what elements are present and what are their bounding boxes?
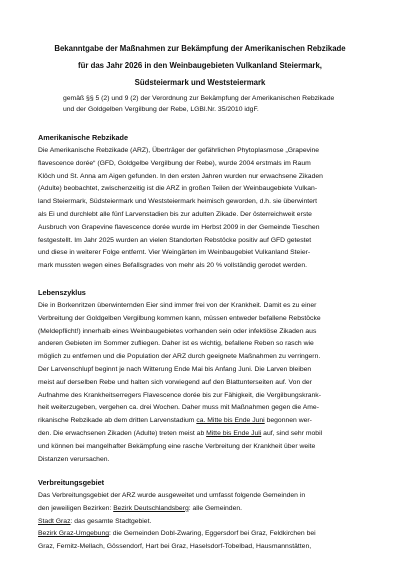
- legal-basis-line: und der Goldgelben Vergilbung der Rebe, LGBl.Nr. 35/2010 idgF.: [63, 106, 259, 113]
- document-title: [20, 40, 380, 91]
- body-line: [38, 528, 368, 541]
- body-line: Graz, Fernitz-Mellach, Gössendorf, Hart bei Graz, Haselsdorf-Tobelbad, Hausmannstätten,: [38, 543, 312, 551]
- body-line: Distanzen verursachen.: [38, 455, 110, 463]
- section-body-verbreitungsgebiet: [38, 490, 368, 554]
- section-body-lebenszyklus: [38, 300, 368, 466]
- body-line: als Ei und durchlebt alle fünf Larvenstadien bis zur adulten Zikade. Der österreichweit erste: [38, 210, 312, 218]
- body-line: [38, 428, 368, 441]
- body-line: Klöch und St. Anna am Aigen gefunden. In den ersten Jahren wurden nur erwachsene Zikaden: [38, 172, 323, 180]
- body-line: möglich zu entfernen und die Population der ARZ durch geeignete Maßnahmen zu verringern.: [38, 353, 321, 361]
- body-line: Das Verbreitungsgebiet der ARZ wurde ausgeweitet und umfasst folgende Gemeinden in: [38, 492, 306, 499]
- text-run: den jeweiligen Bezirken:: [38, 504, 114, 512]
- district-name: Bezirk Graz-Umgebung: [38, 530, 110, 538]
- body-line: mark mussten wegen eines Befallsgrades von mehr als 20 % vollständig gerodet werden.: [38, 262, 307, 270]
- underlined-period: Mitte bis Ende Juli: [206, 429, 262, 437]
- text-run: auf, sind sehr mobil: [261, 429, 323, 437]
- district-name: Bezirk Deutschlandsberg: [113, 504, 189, 512]
- text-run: den. Die erwachsenen Zikaden (Adulte) treten meist ab: [38, 429, 207, 437]
- body-line: flavescence dorée“ (GFD, Goldgelbe Vergilbung der Rebe), wurde 2004 erstmals im Raum: [38, 159, 311, 167]
- title-line: für das Jahr 2026 in den Weinbaugebieten Vulkanland Steiermark,: [78, 61, 322, 70]
- body-line: Die Amerikanische Rebzikade (ARZ), Überträger der gefährlichen Phytoplasmose „Grapevine: [38, 147, 320, 154]
- body-line: (Meldepflicht!) innerhalb eines Weinbaugebietes vorhanden sein oder infektiöse Zikaden aus: [38, 327, 317, 335]
- body-line: (Adulte) beobachtet, zwischenzeitig ist die ARZ in großen Teilen der Weinbaugebiete Vulkan-: [38, 185, 318, 193]
- section-heading-verbreitungsgebiet: Verbreitungsgebiet: [38, 478, 105, 487]
- body-line: Die in Borkenritzen überwinternden Eier sind immer frei von der Krankheit. Damit es zu einer: [38, 302, 317, 309]
- body-line: und diese in weiterer Folge entfernt. Vier Weingärten im Weinbaugebiet Vulkanland Steier-: [38, 249, 311, 257]
- legal-basis-line: gemäß §§ 5 (2) und 9 (2) der Verordnung zur Bekämpfung der Amerikanischen Rebzikade: [63, 95, 335, 102]
- body-line: Verbreitung der Goldgelben Vergilbung kommen kann, müssen entweder befallene Rebstöcke: [38, 314, 321, 322]
- body-line: festgestellt. Im Jahr 2025 wurden an vielen Standorten Rebstöcke positiv auf GFD getestet: [38, 236, 312, 244]
- text-run: rikanische Rebzikade ab dem dritten Larvenstadium: [38, 417, 197, 425]
- section-heading-rebzikade: Amerikanische Rebzikade: [38, 133, 129, 142]
- body-line: heit weiterzugeben, vergehen ca. drei Wochen. Daher muss mit Maßnahmen gegen die Ame-: [38, 404, 319, 412]
- district-name: Stadt Graz: [38, 517, 71, 525]
- underlined-period: ca. Mitte bis Ende Juni: [196, 417, 265, 425]
- body-line: und können bei mangelhafter Bekämpfung eine rasche Verbreitung der Krankheit über weite: [38, 442, 316, 450]
- body-line: anderen Gebieten im Sommer zufliegen. Daher ist es wichtig, befallene Reben so rasch wie: [38, 340, 314, 348]
- body-line: Ausbruch von Grapevine flavescence dorée wurde im Herbst 2009 in der Gemeinde Tieschen: [38, 223, 320, 231]
- body-line: meist auf derselben Rebe und halten sich vorwiegend auf den Blattunterseiten auf. Von der: [38, 378, 312, 386]
- body-line: Der Larvenschlupf beginnt je nach Witterung Ende Mai bis Anfang Juni. Die Larven bleiben: [38, 365, 312, 373]
- section-body-rebzikade: [38, 145, 368, 273]
- body-line: [38, 503, 368, 516]
- text-run: : die Gemeinden Dobl-Zwaring, Eggersdorf bei Graz, Feldkirchen bei: [109, 530, 316, 538]
- section-heading-lebenszyklus: Lebenszyklus: [38, 288, 86, 297]
- body-line: Aufnahme des Krankheitserregers Flavescence dorée bis zur Fähigkeit, die Vergilbungskrank-: [38, 391, 321, 399]
- title-line: Südsteiermark und Weststeiermark: [134, 78, 266, 87]
- body-line: [38, 516, 368, 529]
- body-line: land Steiermark, Südsteiermark und Weststeiermark heimisch geworden, d.h. sie überwintert: [38, 198, 318, 206]
- title-line: Bekanntgabe der Maßnahmen zur Bekämpfung der Amerikanischen Rebzikade: [54, 44, 346, 53]
- body-line: [38, 415, 368, 428]
- text-run: : das gesamte Stadtgebiet.: [70, 517, 152, 525]
- text-run: : alle Gemeinden.: [188, 504, 243, 512]
- text-run: begonnen wer-: [264, 417, 312, 425]
- legal-basis: [63, 93, 373, 115]
